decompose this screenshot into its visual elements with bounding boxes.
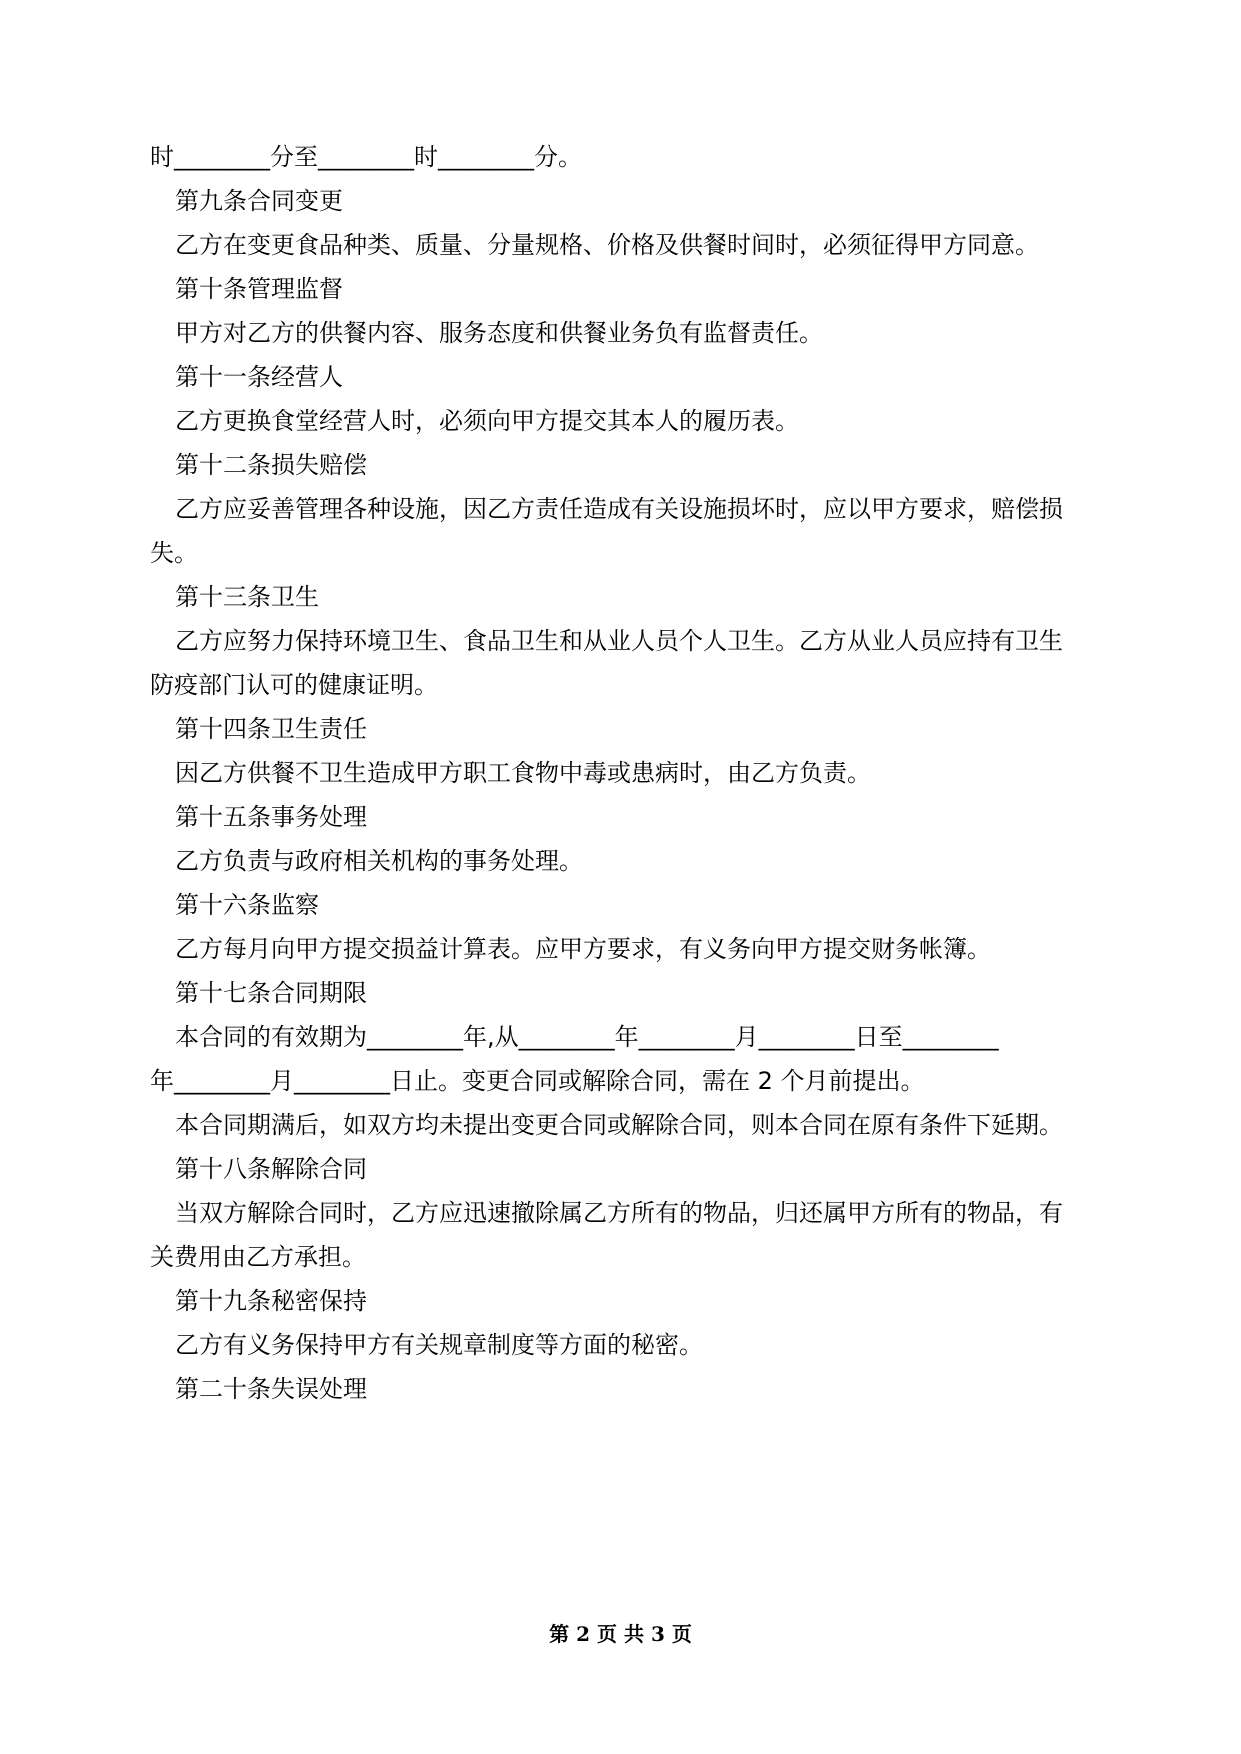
- paragraph-line: 本合同的有效期为________年,从________年________月________日至________: [175, 1023, 999, 1051]
- section-heading: 第二十条失误处理: [175, 1375, 367, 1403]
- paragraph-line: 乙方应努力保持环境卫生、食品卫生和从业人员个人卫生。乙方从业人员应持有卫生: [175, 627, 1063, 655]
- paragraph-line: 防疫部门认可的健康证明。: [150, 671, 438, 699]
- paragraph-line: 当双方解除合同时，乙方应迅速撤除属乙方所有的物品，归还属甲方所有的物品，有: [175, 1199, 1063, 1227]
- section-heading: 第十六条监察: [175, 891, 319, 919]
- paragraph-line: 甲方对乙方的供餐内容、服务态度和供餐业务负有监督责任。: [175, 319, 823, 347]
- section-heading: 第十四条卫生责任: [175, 715, 367, 743]
- paragraph-line: 失。: [150, 539, 198, 567]
- section-heading: 第十八条解除合同: [175, 1155, 367, 1183]
- paragraph-line: 乙方负责与政府相关机构的事务处理。: [175, 847, 583, 875]
- section-heading: 第十二条损失赔偿: [175, 451, 367, 479]
- section-heading: 第十九条秘密保持: [175, 1287, 367, 1315]
- section-heading: 第九条合同变更: [175, 187, 343, 215]
- paragraph-line: 乙方应妥善管理各种设施，因乙方责任造成有关设施损坏时，应以甲方要求，赔偿损: [175, 495, 1063, 523]
- section-heading: 第十五条事务处理: [175, 803, 367, 831]
- paragraph-line: 本合同期满后，如双方均未提出变更合同或解除合同，则本合同在原有条件下延期。: [175, 1111, 1063, 1139]
- paragraph-line: 乙方有义务保持甲方有关规章制度等方面的秘密。: [175, 1331, 703, 1359]
- paragraph-line: 乙方在变更食品种类、质量、分量规格、价格及供餐时间时，必须征得甲方同意。: [175, 231, 1039, 259]
- paragraph-line: 年________月________日止。变更合同或解除合同，需在 2 个月前提出。: [150, 1067, 925, 1095]
- section-heading: 第十一条经营人: [175, 363, 343, 391]
- section-heading: 第十条管理监督: [175, 275, 343, 303]
- section-heading: 第十七条合同期限: [175, 979, 367, 1007]
- paragraph-line: 关费用由乙方承担。: [150, 1243, 366, 1271]
- page-number-footer: 第 2 页 共 3 页: [549, 1622, 692, 1646]
- paragraph-line: 乙方更换食堂经营人时，必须向甲方提交其本人的履历表。: [175, 407, 799, 435]
- paragraph-line: 因乙方供餐不卫生造成甲方职工食物中毒或患病时，由乙方负责。: [175, 759, 871, 787]
- section-heading: 第十三条卫生: [175, 583, 319, 611]
- paragraph-line: 乙方每月向甲方提交损益计算表。应甲方要求，有义务向甲方提交财务帐簿。: [175, 935, 991, 963]
- text-line: 时________分至________时________分。: [150, 143, 582, 171]
